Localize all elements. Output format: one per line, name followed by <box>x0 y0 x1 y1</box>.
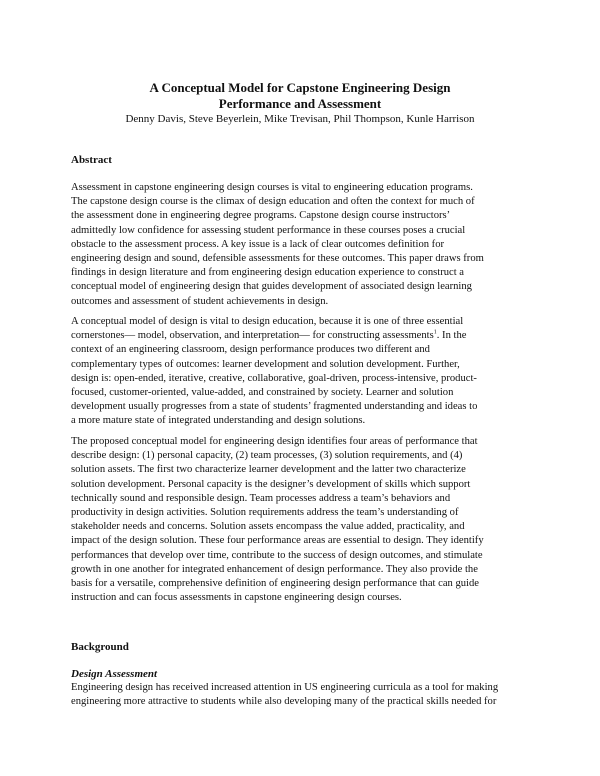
text-line: solution development. Personal capacity is the designer’s development of skills which support <box>71 478 471 490</box>
text-line: performances that develop over time, contribute to the success of design outcomes, and stimulate <box>71 549 483 561</box>
title-line-1: A Conceptual Model for Capstone Engineering Design <box>149 80 451 95</box>
text-line: context of an engineering classroom, design performance produces two different and <box>71 344 430 356</box>
footnote-marker[interactable]: 1 <box>433 329 437 336</box>
text-line: findings in design literature and from engineering design education experience to construct a <box>71 267 465 279</box>
text-line: stakeholder needs and concerns. Solution assets encompass the value added, practicality, and <box>71 521 465 533</box>
text-segment: cornerstones— model, observation, and interpretation— for constructing assessments <box>71 330 434 342</box>
text-line: Assessment in capstone engineering design courses is vital to engineering education programs. <box>71 182 473 193</box>
text-line: focused, customer-oriented, value-added, and constrained by society. Learner and solution <box>71 387 454 399</box>
abstract-paragraph-3 <box>71 435 531 605</box>
abstract-paragraph-1 <box>71 181 531 309</box>
background-heading: Background <box>71 641 129 653</box>
title-line-2: Performance and Assessment <box>218 96 382 111</box>
abstract-heading: Abstract <box>71 154 112 166</box>
text-line: basis for a versatile, comprehensive definition of engineering design performance that can guide <box>71 578 480 590</box>
text-line: design is: open-ended, iterative, creative, collaborative, goal-driven, process-intensive, product- <box>71 372 477 384</box>
text-line: describe design: (1) personal capacity, (2) team processes, (3) solution requirements, and (4) <box>71 450 463 462</box>
text-line: productivity in design activities. Solution requirements address the team’s understanding of <box>71 507 459 519</box>
text-line: conceptual model of engineering design that guides development of associated design learning <box>71 281 472 293</box>
text-line: instruction and can focus assessments in capstone engineering design courses. <box>71 592 402 604</box>
text-line: outcomes and assessment of student achievements in design. <box>71 295 329 307</box>
author-list: Denny Davis, Steve Beyerlein, Mike Trevisan, Phil Thompson, Kunle Harrison <box>125 113 475 125</box>
text-line: solution assets. The first two characterize learner development and the latter two characterize <box>71 464 466 476</box>
design-assessment-heading: Design Assessment <box>71 668 158 680</box>
text-line: the assessment done in engineering degree programs. Capstone design course instructors’ <box>71 210 451 222</box>
text-line: impact of the design solution. These four performance areas are essential to design. They identify <box>71 535 484 547</box>
text-line: technically sound and responsible design. Team processes address a team’s behaviors and <box>71 492 451 504</box>
text-line: The proposed conceptual model for engineering design identifies four areas of performance that <box>71 436 478 447</box>
paper-title <box>0 80 600 112</box>
text-line: The capstone design course is the climax of design education and often the context for much of <box>71 196 475 208</box>
text-line: obstacle to the assessment process. A key issue is a lack of clear outcomes definition for <box>71 238 445 250</box>
text-line: admittedly low confidence for assessing student performance in these courses poses a crucial <box>71 224 466 236</box>
text-line: A conceptual model of design is vital to design education, because it is one of three essential <box>71 316 464 327</box>
text-line: growth in one another for integrated enhancement of design performance. They also provide the <box>71 563 478 575</box>
text-line: complementary types of outcomes: learner development and solution development. Further, <box>71 358 460 370</box>
text-line: Engineering design has received increased attention in US engineering curricula as a tool for making <box>71 682 499 693</box>
abstract-paragraph-2 <box>71 315 531 429</box>
text-line: a more mature state of integrated understanding and design solutions. <box>71 415 366 427</box>
text-line: engineering more attractive to students while also developing many of the practical skills needed for <box>71 696 497 708</box>
background-paragraph-1 <box>71 681 531 709</box>
text-line: development usually progresses from a state of students’ fragmented understanding and ideas to <box>71 401 478 413</box>
text-line-with-footnote <box>71 329 531 343</box>
text-segment: . In the <box>436 330 467 342</box>
text-line: engineering design and sound, defensible assessments for these outcomes. This paper draws from <box>71 253 484 265</box>
